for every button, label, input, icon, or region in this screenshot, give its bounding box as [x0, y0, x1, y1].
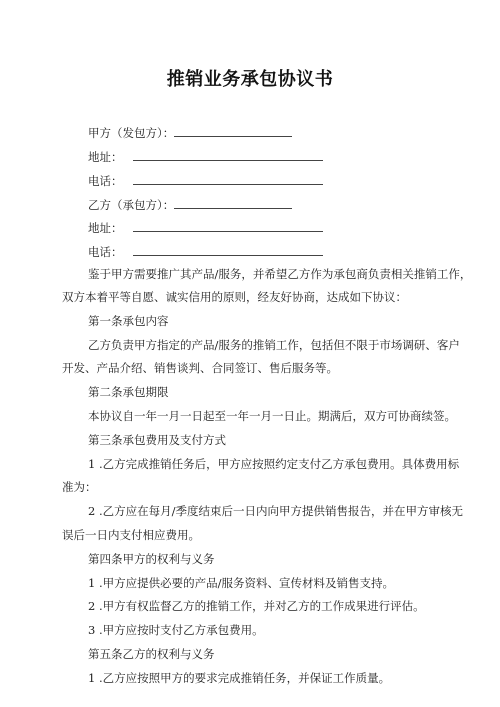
article-1-line-1: 乙方负责甲方指定的产品/服务的推销工作，包括但不限于市场调研、客户 — [88, 338, 460, 352]
phone-2-blank[interactable] — [133, 243, 323, 256]
address-2-field — [88, 219, 323, 235]
party-a-label: 甲方（发包方）： — [88, 126, 175, 140]
article-1-heading: 第一条承包内容 — [88, 314, 169, 328]
party-b-label: 乙方（承包方）： — [88, 198, 175, 212]
address-2-blank[interactable] — [133, 219, 323, 232]
article-4-item-3: 3 .甲方应按时支付乙方承包费用。 — [88, 623, 264, 637]
article-3-item-2-line-2: 误后一日内支付相应费用。 — [62, 528, 200, 542]
phone-1-field — [88, 172, 323, 188]
phone-1-label: 电话： — [88, 174, 123, 188]
article-2-line-1: 本协议自一年一月一日起至一年一月一日止。期满后，双方可协商续签。 — [88, 409, 456, 423]
article-4-item-2: 2 .甲方有权监督乙方的推销工作，并对乙方的工作成果进行评估。 — [88, 599, 425, 613]
intro-line-2: 双方本着平等自愿、诚实信用的原则，经友好协商，达成如下协议： — [62, 290, 407, 304]
article-2-heading: 第二条承包期限 — [88, 385, 169, 399]
article-5-item-1: 1 .乙方应按照甲方的要求完成推销任务，并保证工作质量。 — [88, 671, 391, 685]
address-2-label: 地址： — [88, 221, 123, 235]
phone-2-label: 电话： — [88, 245, 123, 259]
party-a-field — [88, 124, 292, 140]
article-5-heading: 第五条乙方的权利与义务 — [88, 647, 215, 661]
article-3-item-2-line-1: 2 .乙方应在每月/季度结束后一日内向甲方提供销售报告，并在甲方审核无 — [88, 504, 463, 518]
article-3-item-1-line-2: 准为： — [62, 480, 97, 494]
article-3-item-1-line-1: 1 .乙方完成推销任务后，甲方应按照约定支付乙方承包费用。具体费用标 — [88, 457, 460, 471]
article-4-item-1: 1 .甲方应提供必要的产品/服务资料、宣传材料及销售支持。 — [88, 576, 394, 590]
article-3-heading: 第三条承包费用及支付方式 — [88, 433, 226, 447]
party-b-blank[interactable] — [174, 196, 292, 209]
phone-1-blank[interactable] — [133, 172, 323, 185]
address-1-label: 地址： — [88, 150, 123, 164]
party-a-blank[interactable] — [174, 124, 292, 137]
document-title: 推销业务承包协议书 — [166, 69, 334, 90]
article-1-line-2: 开发、产品介绍、销售谈判、合同签订、售后服务等。 — [62, 361, 338, 375]
intro-line-1: 鉴于甲方需要推广其产品/服务，并希望乙方作为承包商负责相关推销工作， — [88, 267, 472, 281]
address-1-field — [88, 148, 323, 164]
phone-2-field — [88, 243, 323, 259]
address-1-blank[interactable] — [133, 148, 323, 161]
article-4-heading: 第四条甲方的权利与义务 — [88, 552, 215, 566]
party-b-field — [88, 196, 292, 212]
